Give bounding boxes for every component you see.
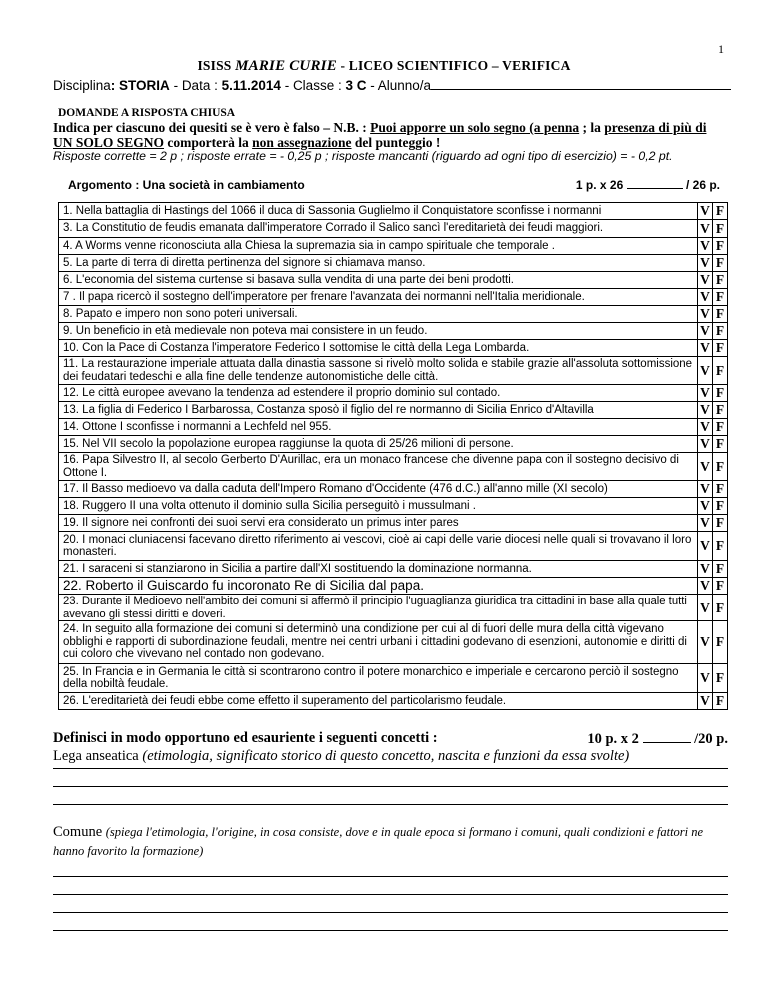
false-option[interactable]: F: [713, 419, 728, 436]
question-text: 10. Con la Pace di Costanza l'imperatore Federico I sottomise le città della Lega Lombarda.: [59, 340, 698, 357]
question-text: 25. In Francia e in Germania le città si scontrarono contro il potere monarchico e imperiale e cercarono perciò il sostegno della nobiltà feudale.: [59, 664, 698, 693]
false-option[interactable]: F: [713, 515, 728, 532]
comune-hint: (spiega l'etimologia, l'origine, in cosa consiste, dove e in quale epoca si formano i comuni, quali condizioni e fattori ne hanno favorito la formazione): [53, 825, 704, 858]
question-row: [59, 220, 728, 238]
definitions-points: 10 p. x 2: [587, 731, 639, 747]
question-text: 24. In seguito alla formazione dei comuni si determinò una condizione per cui al di fuori delle mura della città vigevano obblighi e rapporti di subordinazione feudali, mentre nei centri urbani i cittadini godevano di esenzioni, autonomie e diritti di cui coloro che vivevano nel contado non godevano.: [59, 621, 698, 664]
discipline-label: Disciplina: [53, 78, 111, 93]
question-row: [59, 532, 728, 561]
score-blank[interactable]: [627, 178, 683, 189]
answer-line[interactable]: [53, 804, 728, 805]
question-row: [59, 272, 728, 289]
false-option[interactable]: F: [713, 255, 728, 272]
true-option[interactable]: V: [698, 402, 713, 419]
false-option[interactable]: F: [713, 203, 728, 220]
answer-line[interactable]: [53, 768, 728, 769]
instr-underline1: Puoi apporre un solo segno (a penna: [370, 120, 580, 135]
question-row: [59, 255, 728, 272]
school-header: [0, 58, 768, 75]
question-row: [59, 693, 728, 710]
question-text: 4. A Worms venne riconosciuta alla Chiesa la supremazia sia in campo spirituale che temporale .: [59, 238, 698, 255]
question-text: 22. Roberto il Guiscardo fu incoronato Re di Sicilia dal papa.: [59, 578, 698, 595]
instr-part4: del punteggio !: [354, 135, 441, 150]
question-text: 23. Durante il Medioevo nell'ambito dei comuni si affermò il principio l'uguaglianza giuridica tra cittadini in base alla quale tutti avevano gli stessi diritti e doveri.: [59, 595, 698, 621]
true-option[interactable]: V: [698, 220, 713, 238]
argument-points-value: 1 p. x 26: [575, 178, 624, 192]
false-option[interactable]: F: [713, 532, 728, 561]
comune-prompt: [53, 823, 728, 861]
instr-underline3: non assegnazione: [252, 135, 352, 150]
false-option[interactable]: F: [713, 323, 728, 340]
true-option[interactable]: V: [698, 498, 713, 515]
question-row: [59, 203, 728, 220]
question-row: [59, 561, 728, 578]
true-false-table: [58, 202, 728, 710]
question-row: [59, 664, 728, 693]
argument-total: / 26 p.: [685, 178, 720, 192]
true-option[interactable]: V: [698, 255, 713, 272]
question-text: 15. Nel VII secolo la popolazione europea raggiunse la quota di 25/26 milioni di persone.: [59, 436, 698, 453]
question-text: 1. Nella battaglia di Hastings del 1066 il duca di Sassonia Guglielmo il Conquistatore sconfisse i normanni: [59, 203, 698, 220]
lega-hint: (etimologia, significato storico di questo concetto, nascita e funzioni da essa svolte): [142, 748, 630, 764]
question-row: [59, 453, 728, 481]
question-text: 20. I monaci cluniacensi facevano diretto riferimento ai vescovi, cioè ai capi delle varie diocesi nelle quali si trovavano il loro monasteri.: [59, 532, 698, 561]
false-option[interactable]: F: [713, 578, 728, 595]
argument-label: Argomento : Una società in cambiamento: [68, 178, 305, 192]
question-text: 16. Papa Silvestro II, al secolo Gerberto D'Aurillac, era un monaco francese che divenne papa con il sostegno decisivo di Ottone I.: [59, 453, 698, 481]
false-option[interactable]: F: [713, 621, 728, 664]
comune-term: Comune: [53, 824, 103, 840]
section-title: DOMANDE A RISPOSTA CHIUSA: [58, 107, 236, 119]
question-text: 13. La figlia di Federico I Barbarossa, Costanza sposò il figlio del re normanno di Sicilia Enrico d'Altavilla: [59, 402, 698, 419]
school-name: MARIE CURIE: [235, 58, 337, 74]
question-text: 26. L'ereditarietà dei feudi ebbe come effetto il superamento del particolarismo feudale.: [59, 693, 698, 710]
true-option[interactable]: V: [698, 532, 713, 561]
false-option[interactable]: F: [713, 436, 728, 453]
false-option[interactable]: F: [713, 289, 728, 306]
false-option[interactable]: F: [713, 340, 728, 357]
subject-value: STORIA: [119, 78, 170, 93]
question-text: 6. L'economia del sistema curtense si basava sulla vendita di una parte dei beni prodotti.: [59, 272, 698, 289]
true-option[interactable]: V: [698, 664, 713, 693]
true-option[interactable]: V: [698, 621, 713, 664]
instr-part1: Indica per ciascuno dei quesiti se è vero è falso – N.B. :: [53, 120, 367, 135]
question-row: [59, 402, 728, 419]
definitions-score-blank[interactable]: [643, 730, 691, 743]
class-label: Classe :: [292, 78, 342, 93]
question-row: [59, 289, 728, 306]
false-option[interactable]: F: [713, 561, 728, 578]
false-option[interactable]: F: [713, 453, 728, 481]
page-number: 1: [718, 42, 724, 56]
instr-part2: ; la: [582, 120, 601, 135]
question-text: 17. Il Basso medioevo va dalla caduta dell'Impero Romano d'Occidente (476 d.C.) all'anno mille (XI secolo): [59, 481, 698, 498]
question-text: 21. I saraceni si stanziarono in Sicilia a partire dall'XI sostituendo la dominazione normanna.: [59, 561, 698, 578]
false-option[interactable]: F: [713, 385, 728, 402]
true-option[interactable]: V: [698, 289, 713, 306]
question-text: 8. Papato e impero non sono poteri universali.: [59, 306, 698, 323]
school-suffix: - LICEO SCIENTIFICO – VERIFICA: [340, 58, 571, 73]
question-text: 9. Un beneficio in età medievale non poteva mai consistere in un feudo.: [59, 323, 698, 340]
student-label: - Alunno/a: [370, 78, 432, 93]
true-option[interactable]: V: [698, 323, 713, 340]
question-text: 3. La Constitutio de feudis emanata dall'imperatore Corrado il Salico sancì l'ereditarietà dei feudi maggiori.: [59, 220, 698, 238]
answer-line[interactable]: [53, 894, 728, 895]
question-row: [59, 481, 728, 498]
true-option[interactable]: V: [698, 385, 713, 402]
argument-points: [576, 178, 720, 192]
class-value: 3 C: [345, 78, 367, 93]
true-option[interactable]: V: [698, 306, 713, 323]
false-option[interactable]: F: [713, 693, 728, 710]
question-row: [59, 498, 728, 515]
answer-line[interactable]: [53, 786, 728, 787]
question-text: 7 . Il papa ricercò il sostegno dell'imperatore per frenare l'avanzata dei normanni nell'Italia meridionale.: [59, 289, 698, 306]
school-prefix: ISISS: [197, 58, 232, 73]
instr-part3: comporterà la: [167, 135, 249, 150]
true-option[interactable]: V: [698, 595, 713, 621]
question-row: [59, 323, 728, 340]
question-text: 18. Ruggero II una volta ottenuto il dominio sulla Sicilia perseguitò i mussulmani .: [59, 498, 698, 515]
question-row: [59, 306, 728, 323]
false-option[interactable]: F: [713, 357, 728, 385]
answer-line[interactable]: [53, 930, 728, 931]
true-option[interactable]: V: [698, 578, 713, 595]
false-option[interactable]: F: [713, 306, 728, 323]
exam-info-line: Disciplina: STORIA - Data : 5.11.2014 - Classe : 3 C - Alunno/a: [53, 77, 731, 93]
true-option[interactable]: V: [698, 453, 713, 481]
false-option[interactable]: F: [713, 498, 728, 515]
question-text: 12. Le città europee avevano la tendenza ad estendere il proprio dominio sul contado.: [59, 385, 698, 402]
true-option[interactable]: V: [698, 481, 713, 498]
definitions-title: Definisci in modo opportuno ed esauriente i seguenti concetti :: [53, 730, 438, 746]
question-row: [59, 595, 728, 621]
lega-term: Lega anseatica: [53, 748, 139, 764]
answer-line[interactable]: [53, 876, 728, 877]
true-option[interactable]: V: [698, 238, 713, 255]
false-option[interactable]: F: [713, 664, 728, 693]
true-option[interactable]: V: [698, 419, 713, 436]
question-row: [59, 436, 728, 453]
question-row: [59, 238, 728, 255]
points-note: Risposte corrette = 2 p ; risposte errate = - 0,25 p ; risposte mancanti (riguardo ad ogni tipo di esercizio) = - 0,2 pt.: [53, 149, 673, 163]
instructions: [53, 120, 723, 150]
true-option[interactable]: V: [698, 272, 713, 289]
question-row: [59, 419, 728, 436]
definitions-total: /20 p.: [694, 731, 728, 747]
instr-underline2: presenza di più di UN SOLO SEGNO: [53, 120, 707, 150]
question-text: 19. Il signore nei confronti dei suoi servi era considerato un primus inter pares: [59, 515, 698, 532]
student-name-line[interactable]: [431, 77, 731, 90]
question-row: [59, 385, 728, 402]
date-label: Data :: [181, 78, 218, 93]
false-option[interactable]: F: [713, 220, 728, 238]
lega-prompt: [53, 748, 629, 765]
question-text: 11. La restaurazione imperiale attuata dalla dinastia sassone si rivelò molto solida e stabile grazie all'assoluta sottomissione dei feudatari tedeschi e alla fine delle tendenze autonomistiche delle città.: [59, 357, 698, 385]
true-option[interactable]: V: [698, 436, 713, 453]
true-option[interactable]: V: [698, 693, 713, 710]
date-value: 5.11.2014: [221, 78, 281, 93]
false-option[interactable]: F: [713, 272, 728, 289]
false-option[interactable]: F: [713, 481, 728, 498]
question-row: [59, 340, 728, 357]
false-option[interactable]: F: [713, 595, 728, 621]
true-option[interactable]: V: [698, 203, 713, 220]
true-option[interactable]: V: [698, 561, 713, 578]
question-row: [59, 515, 728, 532]
true-option[interactable]: V: [698, 357, 713, 385]
question-text: 5. La parte di terra di diretta pertinenza del signore si chiamava manso.: [59, 255, 698, 272]
true-option[interactable]: V: [698, 340, 713, 357]
question-row: [59, 621, 728, 664]
question-row: [59, 357, 728, 385]
definitions-header: [53, 730, 728, 747]
true-option[interactable]: V: [698, 515, 713, 532]
question-text: 14. Ottone I sconfisse i normanni a Lechfeld nel 955.: [59, 419, 698, 436]
false-option[interactable]: F: [713, 238, 728, 255]
false-option[interactable]: F: [713, 402, 728, 419]
answer-line[interactable]: [53, 912, 728, 913]
question-row: [59, 578, 728, 595]
